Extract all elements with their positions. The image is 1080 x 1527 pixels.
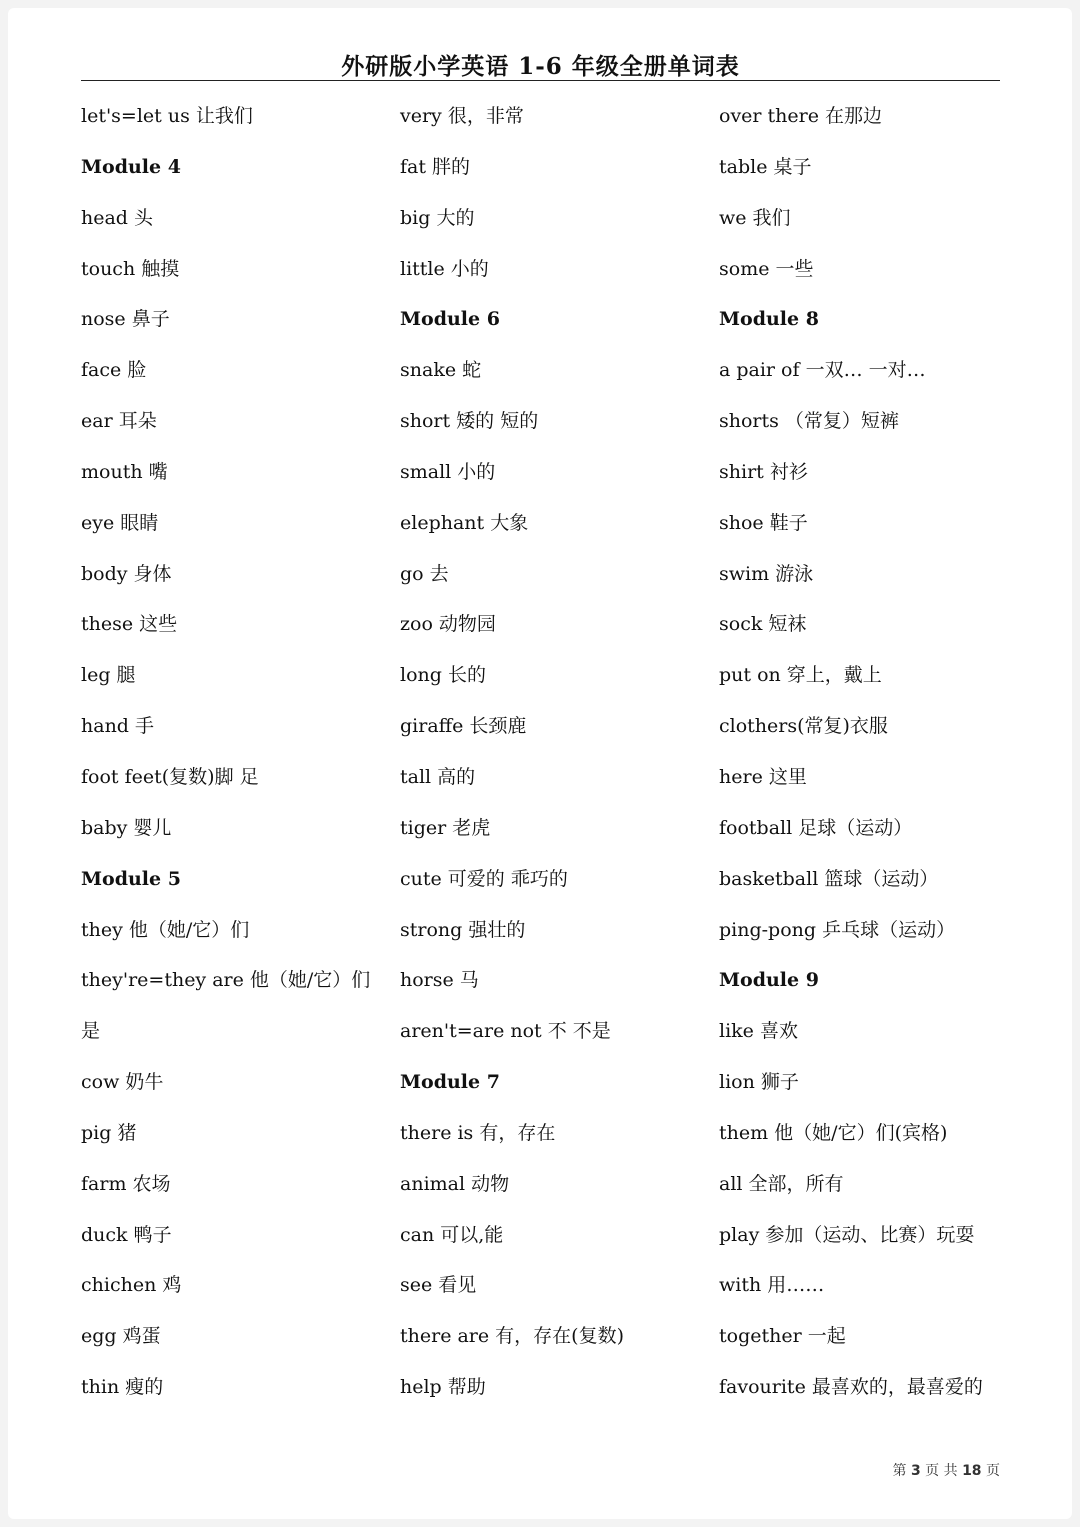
module-heading: Module 9 [719,969,819,992]
vocab-entry: head 头 [81,206,154,229]
vocab-entry: aren't=are not 不 不是 [400,1020,611,1043]
vocab-entry: face 脸 [81,359,147,382]
vocab-entry: 是 [81,1020,101,1043]
vocab-entry: eye 眼睛 [81,511,159,534]
vocab-entry: like 喜欢 [719,1020,798,1043]
vocab-entry: basketball 篮球（运动） [719,867,939,890]
vocab-entry: thin 瘦的 [81,1376,164,1399]
footer-suffix: 页 [986,1463,1000,1479]
vocab-entry: them 他（她/它）们(宾格) [719,1121,948,1144]
vocab-entry: there is 有，存在 [400,1121,556,1144]
vocab-entry: little 小的 [400,257,489,280]
vocab-entry: together 一起 [719,1325,846,1348]
vocab-entry: short 矮的 短的 [400,410,539,433]
vocab-entry: lion 狮子 [719,1071,799,1094]
footer-prefix: 第 [892,1463,907,1479]
vocab-column-1 [81,91,391,1413]
vocab-entry: favourite 最喜欢的，最喜爱的 [719,1376,983,1399]
vocab-entry: play 参加（运动、比赛）玩耍 [719,1223,975,1246]
vocab-entry: ping-pong 乒乓球（运动） [719,918,956,941]
title-divider [81,80,1000,81]
vocab-entry: sock 短袜 [719,613,807,636]
vocab-entry: swim 游泳 [719,562,814,585]
module-heading: Module 8 [719,308,819,331]
vocab-entry: help 帮助 [400,1376,486,1399]
vocab-entry: they 他（她/它）们 [81,918,250,941]
vocab-entry: let's=let us 让我们 [81,105,253,127]
vocab-entry: fat 胖的 [400,155,471,178]
vocab-entry: football 足球（运动） [719,816,913,839]
vocab-entry: go 去 [400,562,449,585]
vocab-entry: with 用…… [719,1274,825,1297]
vocab-entry: body 身体 [81,562,172,585]
vocab-entry: cute 可爱的 乖巧的 [400,867,568,890]
vocab-entry: mouth 嘴 [81,460,168,483]
module-heading: Module 4 [81,155,181,178]
vocab-column-2 [400,91,710,1413]
vocab-entry: tiger 老虎 [400,816,491,839]
module-heading: Module 6 [400,308,500,331]
vocab-entry: long 长的 [400,664,486,687]
vocab-entry: shirt 衬衫 [719,460,808,483]
vocab-entry: over there 在那边 [719,105,883,127]
vocab-entry: strong 强壮的 [400,918,526,941]
vocab-entry: egg 鸡蛋 [81,1325,161,1348]
vocab-entry: these 这些 [81,613,178,636]
vocab-entry: chichen 鸡 [81,1274,182,1297]
vocab-entry: put on 穿上，戴上 [719,664,882,687]
vocab-entry: all 全部，所有 [719,1172,844,1195]
vocab-entry: clothers(常复)衣服 [719,715,888,738]
vocab-entry: we 我们 [719,206,791,229]
vocab-column-3 [719,91,1009,1413]
vocab-entry: table 桌子 [719,155,812,178]
footer-middle: 页 共 [925,1463,958,1479]
document-page [8,8,1072,1519]
vocab-entry: leg 腿 [81,664,136,687]
vocab-entry: very 很，非常 [400,105,524,127]
vocab-entry: ear 耳朵 [81,410,157,433]
vocab-entry: duck 鸭子 [81,1223,172,1246]
current-page-number: 3 [910,1463,921,1479]
vocab-entry: there are 有，存在(复数) [400,1325,625,1348]
vocab-entry: they're=they are 他（她/它）们 [81,969,371,992]
vocab-entry: horse 马 [400,969,479,992]
module-heading: Module 5 [81,867,181,890]
vocab-entry: here 这里 [719,765,807,788]
vocab-entry: animal 动物 [400,1172,510,1195]
vocab-entry: can 可以,能 [400,1223,504,1246]
vocab-entry: small 小的 [400,460,496,483]
vocab-entry: foot feet(复数)脚 足 [81,765,259,788]
vocab-entry: hand 手 [81,715,155,738]
vocab-entry: see 看见 [400,1274,477,1297]
vocab-entry: farm 农场 [81,1172,171,1195]
vocab-entry: pig 猪 [81,1121,137,1144]
vocab-entry: giraffe 长颈鹿 [400,715,527,738]
vocab-entry: snake 蛇 [400,359,482,382]
vocab-entry: zoo 动物园 [400,613,496,636]
total-page-count: 18 [962,1463,982,1479]
page-footer [708,1460,1000,1480]
vocab-entry: tall 高的 [400,765,476,788]
vocab-entry: shoe 鞋子 [719,511,808,534]
vocab-entry: a pair of 一双… 一对… [719,359,926,382]
vocab-entry: touch 触摸 [81,257,180,280]
vocab-entry: shorts （常复）短裤 [719,410,899,433]
vocab-entry: elephant 大象 [400,511,529,534]
page-title: 外研版小学英语 1-6 年级全册单词表 [341,53,740,80]
vocab-entry: some 一些 [719,257,814,280]
vocab-entry: cow 奶牛 [81,1071,164,1094]
module-heading: Module 7 [400,1071,500,1094]
vocab-entry: big 大的 [400,206,475,229]
vocab-entry: nose 鼻子 [81,308,170,331]
vocab-entry: baby 婴儿 [81,816,172,839]
